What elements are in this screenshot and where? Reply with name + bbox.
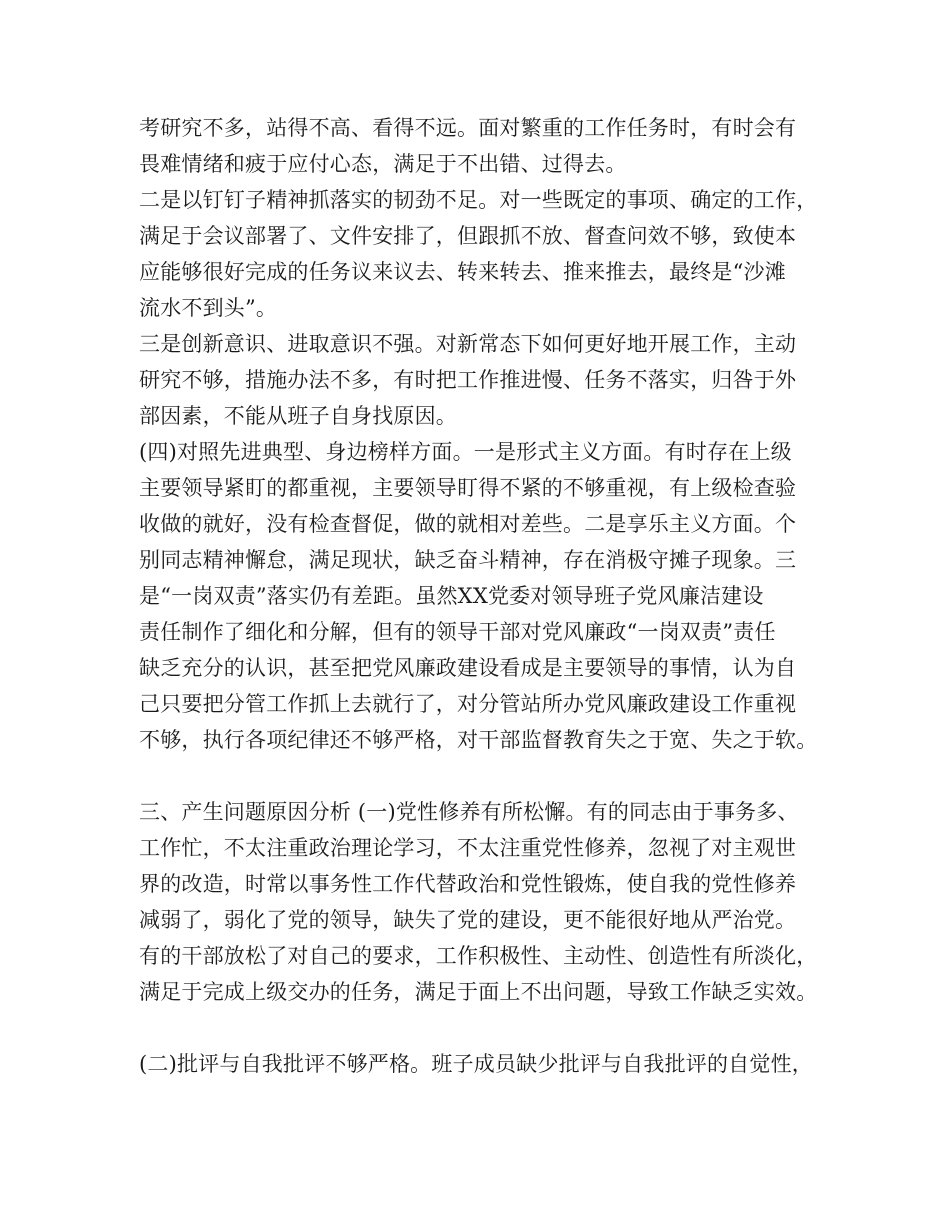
text-line: 工作忙，不太注重政治理论学习，不太注重党性修养，忽视了对主观世 bbox=[139, 836, 797, 860]
text-line: (二)批评与自我批评不够严格。班子成员缺少批评与自我批评的自觉性， bbox=[139, 1052, 813, 1076]
paragraph-gap bbox=[139, 1010, 829, 1046]
text-line: 收做的就好，没有检查督促，做的就相对差些。二是享乐主义方面。个 bbox=[139, 512, 797, 536]
text-line: (四)对照先进典型、身边榜样方面。一是形式主义方面。有时存在上级 bbox=[139, 440, 792, 464]
text-line: 是“一岗双责”落实仍有差距。虽然XX党委对领导班子党风廉洁建设 bbox=[139, 584, 764, 608]
text-line: 二是以钉钉子精神抓落实的韧劲不足。对一些既定的事项、确定的工作， bbox=[139, 188, 818, 212]
text-line: 三、产生问题原因分析 (一)党性修养有所松懈。有的同志由于事务多、 bbox=[139, 800, 799, 824]
text-line: 满足于完成上级交办的任务，满足于面上不出问题，导致工作缺乏实效。 bbox=[139, 980, 818, 1004]
text-line: 研究不够，措施办法不多，有时把工作推进慢、任务不落实，归咎于外 bbox=[139, 368, 797, 392]
text-line: 畏难情绪和疲于应付心态，满足于不出错、过得去。 bbox=[139, 152, 627, 176]
text-line: 有的干部放松了对自己的要求，工作积极性、主动性、创造性有所淡化， bbox=[139, 944, 818, 968]
text-line: 己只要把分管工作抓上去就行了，对分管站所办党风廉政建设工作重视 bbox=[139, 692, 797, 716]
paragraph-gap bbox=[139, 758, 829, 794]
text-line: 三是创新意识、进取意识不强。对新常态下如何更好地开展工作，主动 bbox=[139, 332, 797, 356]
text-line: 应能够很好完成的任务议来议去、转来转去、推来推去，最终是“沙滩 bbox=[139, 260, 786, 284]
text-line: 缺乏充分的认识，甚至把党风廉政建设看成是主要领导的事情，认为自 bbox=[139, 656, 797, 680]
text-line: 主要领导紧盯的都重视，主要领导盯得不紧的不够重视，有上级检查验 bbox=[139, 476, 797, 500]
text-line: 部因素，不能从班子自身找原因。 bbox=[139, 404, 457, 428]
text-line: 考研究不多，站得不高、看得不远。面对繁重的工作任务时，有时会有 bbox=[139, 116, 797, 140]
text-line: 界的改造，时常以事务性工作代替政治和党性锻炼，使自我的党性修养 bbox=[139, 872, 797, 896]
text-line: 不够，执行各项纪律还不够严格，对干部监督教育失之于宽、失之于软。 bbox=[139, 728, 818, 752]
text-line: 流水不到头”。 bbox=[139, 296, 278, 320]
text-line: 满足于会议部署了、文件安排了，但跟抓不放、督查问效不够，致使本 bbox=[139, 224, 797, 248]
text-line: 责任制作了细化和分解，但有的领导干部对党风廉政“一岗双责”责任 bbox=[139, 620, 776, 644]
document-body bbox=[139, 110, 829, 1082]
text-line: 减弱了，弱化了党的领导，缺失了党的建设，更不能很好地从严治党。 bbox=[139, 908, 797, 932]
text-line: 别同志精神懈怠，满足现状，缺乏奋斗精神，存在消极守摊子现象。三 bbox=[139, 548, 797, 572]
